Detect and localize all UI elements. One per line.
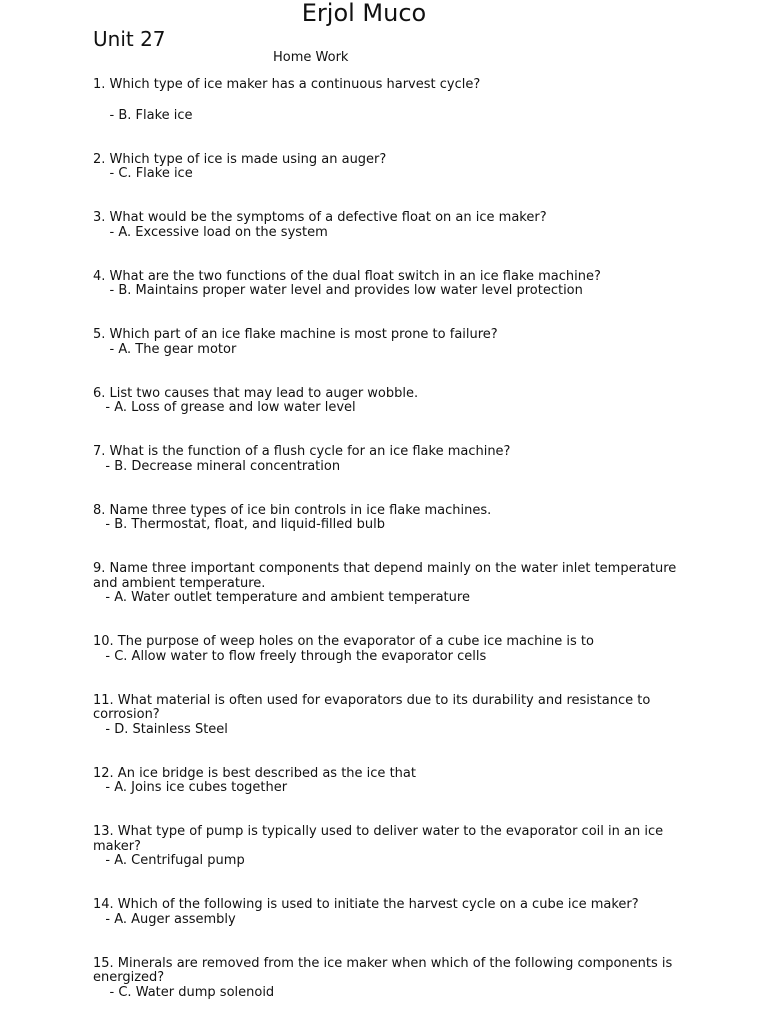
answer-text: - A. Excessive load on the system: [93, 224, 328, 240]
question-text: 11. What material is often used for evaporators due to its durability and resistance to corrosion?: [93, 692, 651, 722]
answer-text: - C. Allow water to flow freely through the evaporator cells: [93, 648, 487, 664]
question-text: 14. Which of the following is used to initiate the harvest cycle on a cube ice maker?: [93, 897, 639, 912]
question-item: [93, 445, 693, 474]
question-text: 3. What would be the symptoms of a defective float on an ice maker?: [93, 210, 547, 225]
answer-text: - A. Joins ice cubes together: [93, 780, 288, 795]
question-text: 7. What is the function of a flush cycle for an ice flake machine?: [93, 444, 511, 459]
question-item: [93, 211, 693, 240]
question-item: [93, 957, 693, 1001]
answer-text: - B. Maintains proper water level and provides low water level protection: [93, 283, 583, 298]
question-text: 5. Which part of an ice flake machine is most prone to failure?: [93, 327, 498, 342]
question-item: [93, 694, 693, 738]
question-text: 2. Which type of ice is made using an auger?: [93, 151, 387, 167]
answer-text: - A. Centrifugal pump: [93, 853, 245, 868]
unit-title: Unit 27: [93, 27, 166, 51]
answer-text: - A. Auger assembly: [93, 911, 236, 927]
answer-text: - B. Decrease mineral concentration: [93, 458, 341, 474]
question-text: 13. What type of pump is typically used to deliver water to the evaporator coil in an ice maker?: [93, 824, 664, 854]
question-text: 10. The purpose of weep holes on the evaporator of a cube ice machine is to: [93, 634, 594, 649]
question-text: 1. Which type of ice maker has a continuous harvest cycle?: [93, 77, 481, 92]
question-list: [93, 78, 693, 1000]
question-item: [93, 153, 693, 182]
answer-text: - A. Water outlet temperature and ambient temperature: [93, 590, 470, 605]
question-item: [93, 504, 693, 533]
question-item: [93, 270, 693, 299]
question-text: 6. List two causes that may lead to auger wobble.: [93, 385, 419, 401]
answer-text: - A. Loss of grease and low water level: [93, 400, 356, 415]
question-item: [93, 562, 693, 606]
question-item: [93, 78, 693, 123]
answer-text: - C. Water dump solenoid: [93, 984, 275, 1000]
answer-text: - B. Flake ice: [93, 107, 193, 123]
question-text: 4. What are the two functions of the dual float switch in an ice flake machine?: [93, 268, 601, 284]
question-item: [93, 767, 693, 796]
question-item: [93, 387, 693, 416]
answer-text: - B. Thermostat, float, and liquid-filled bulb: [93, 517, 385, 532]
answer-text: - A. The gear motor: [93, 341, 237, 357]
page-title: Erjol Muco: [301, 0, 427, 27]
question-text: 9. Name three important components that depend mainly on the water inlet temperature and ambient temperature.: [93, 561, 677, 591]
question-item: [93, 898, 693, 927]
answer-text: - D. Stainless Steel: [93, 721, 228, 737]
question-item: [93, 635, 693, 664]
homework-subtitle: Home Work: [273, 50, 349, 65]
answer-text: - C. Flake ice: [93, 166, 193, 181]
question-text: 15. Minerals are removed from the ice maker when which of the following components is energized?: [93, 955, 673, 985]
question-text: 12. An ice bridge is best described as the ice that: [93, 765, 416, 781]
question-item: [93, 328, 693, 357]
question-text: 8. Name three types of ice bin controls in ice flake machines.: [93, 502, 492, 518]
question-item: [93, 825, 693, 869]
